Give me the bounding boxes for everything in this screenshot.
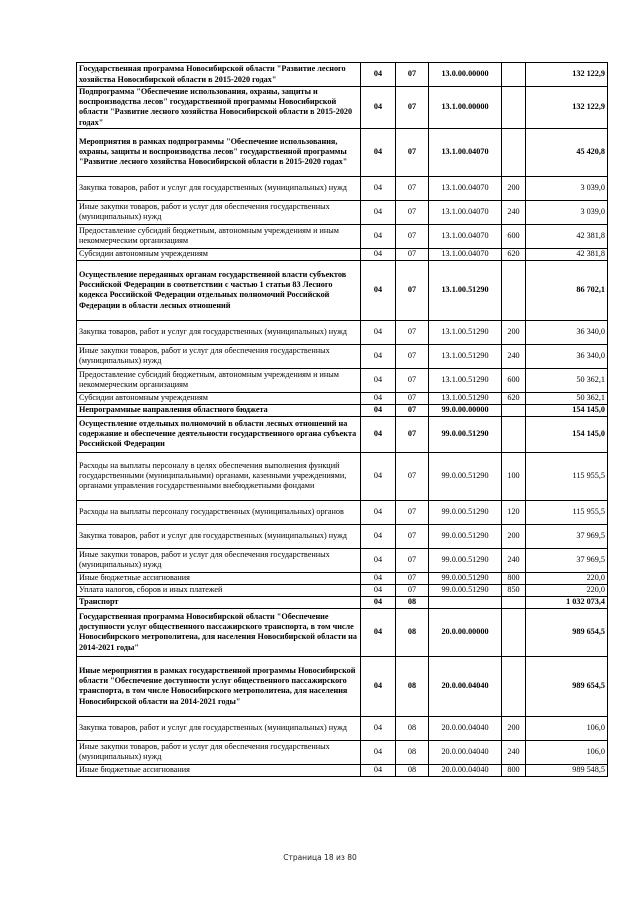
cell-name: Непрограммные направления областного бюджета bbox=[77, 404, 361, 416]
cell-amount: 989 654,5 bbox=[526, 656, 608, 716]
cell-expense-type: 240 bbox=[502, 200, 526, 224]
cell-expense-type bbox=[502, 596, 526, 608]
cell-subsection: 07 bbox=[396, 224, 429, 248]
cell-subsection: 08 bbox=[396, 656, 429, 716]
cell-amount: 154 145,0 bbox=[526, 404, 608, 416]
cell-name: Подпрограмма "Обеспечение использования, охраны, защиты и воспроизводства лесов" государственной программы Новосибирской области "Развитие лесного хозяйства Новосибирской области в 2015-2020 годах" bbox=[77, 87, 361, 129]
cell-amount: 1 032 073,4 bbox=[526, 596, 608, 608]
cell-target-article: 13.1.00.04070 bbox=[429, 224, 502, 248]
cell-section: 04 bbox=[361, 320, 396, 344]
cell-target-article: 99.0.00.51290 bbox=[429, 524, 502, 548]
cell-amount: 36 340,0 bbox=[526, 320, 608, 344]
cell-amount: 220,0 bbox=[526, 572, 608, 584]
cell-target-article: 13.1.00.51290 bbox=[429, 344, 502, 368]
cell-target-article: 99.0.00.51290 bbox=[429, 572, 502, 584]
cell-expense-type: 200 bbox=[502, 524, 526, 548]
cell-section: 04 bbox=[361, 740, 396, 764]
table-row bbox=[77, 416, 608, 452]
cell-amount: 106,0 bbox=[526, 716, 608, 740]
cell-amount: 45 420,8 bbox=[526, 128, 608, 176]
budget-table-body bbox=[77, 63, 608, 777]
cell-subsection: 07 bbox=[396, 404, 429, 416]
cell-section: 04 bbox=[361, 524, 396, 548]
cell-name: Иные закупки товаров, работ и услуг для обеспечения государственных (муниципальных) нужд bbox=[77, 344, 361, 368]
cell-name: Транспорт bbox=[77, 596, 361, 608]
table-row bbox=[77, 176, 608, 200]
cell-target-article: 99.0.00.51290 bbox=[429, 548, 502, 572]
cell-target-article: 13.0.00.00000 bbox=[429, 63, 502, 87]
cell-amount: 50 362,1 bbox=[526, 368, 608, 392]
cell-amount: 37 969,5 bbox=[526, 548, 608, 572]
cell-expense-type bbox=[502, 128, 526, 176]
table-row bbox=[77, 248, 608, 260]
cell-section: 04 bbox=[361, 128, 396, 176]
table-row bbox=[77, 320, 608, 344]
cell-section: 04 bbox=[361, 584, 396, 596]
cell-section: 04 bbox=[361, 87, 396, 129]
cell-name: Иные закупки товаров, работ и услуг для обеспечения государственных (муниципальных) нужд bbox=[77, 740, 361, 764]
cell-target-article: 13.1.00.04070 bbox=[429, 248, 502, 260]
cell-section: 04 bbox=[361, 548, 396, 572]
cell-name: Иные закупки товаров, работ и услуг для обеспечения государственных (муниципальных) нужд bbox=[77, 548, 361, 572]
table-row bbox=[77, 392, 608, 404]
cell-expense-type bbox=[502, 404, 526, 416]
table-row bbox=[77, 87, 608, 129]
cell-target-article: 99.0.00.51290 bbox=[429, 416, 502, 452]
cell-subsection: 07 bbox=[396, 128, 429, 176]
cell-amount: 154 145,0 bbox=[526, 416, 608, 452]
table-row bbox=[77, 260, 608, 320]
cell-subsection: 07 bbox=[396, 452, 429, 500]
cell-target-article: 20.0.00.04040 bbox=[429, 716, 502, 740]
cell-name: Государственная программа Новосибирской области "Развитие лесного хозяйства Новосибирской области в 2015-2020 годах" bbox=[77, 63, 361, 87]
table-row bbox=[77, 368, 608, 392]
table-row bbox=[77, 344, 608, 368]
cell-expense-type: 200 bbox=[502, 716, 526, 740]
cell-expense-type: 600 bbox=[502, 368, 526, 392]
cell-name: Закупка товаров, работ и услуг для государственных (муниципальных) нужд bbox=[77, 176, 361, 200]
cell-target-article: 99.0.00.51290 bbox=[429, 500, 502, 524]
cell-name: Предоставление субсидий бюджетным, автономным учреждениям и иным некоммерческим организациям bbox=[77, 224, 361, 248]
cell-target-article: 13.1.00.04070 bbox=[429, 200, 502, 224]
cell-subsection: 07 bbox=[396, 584, 429, 596]
cell-target-article: 13.1.00.04070 bbox=[429, 128, 502, 176]
cell-section: 04 bbox=[361, 452, 396, 500]
cell-section: 04 bbox=[361, 248, 396, 260]
cell-expense-type: 120 bbox=[502, 500, 526, 524]
cell-expense-type: 240 bbox=[502, 548, 526, 572]
cell-amount: 42 381,8 bbox=[526, 224, 608, 248]
cell-subsection: 07 bbox=[396, 524, 429, 548]
cell-amount: 220,0 bbox=[526, 584, 608, 596]
cell-section: 04 bbox=[361, 416, 396, 452]
cell-section: 04 bbox=[361, 368, 396, 392]
cell-target-article: 13.1.00.51290 bbox=[429, 368, 502, 392]
cell-section: 04 bbox=[361, 596, 396, 608]
cell-amount: 86 702,1 bbox=[526, 260, 608, 320]
cell-subsection: 07 bbox=[396, 416, 429, 452]
cell-name: Иные бюджетные ассигнования bbox=[77, 764, 361, 776]
table-row bbox=[77, 224, 608, 248]
table-row bbox=[77, 404, 608, 416]
cell-expense-type: 200 bbox=[502, 176, 526, 200]
cell-subsection: 07 bbox=[396, 344, 429, 368]
cell-section: 04 bbox=[361, 344, 396, 368]
cell-name: Субсидии автономным учреждениям bbox=[77, 392, 361, 404]
cell-expense-type: 600 bbox=[502, 224, 526, 248]
cell-subsection: 07 bbox=[396, 572, 429, 584]
cell-amount: 132 122,9 bbox=[526, 63, 608, 87]
table-row bbox=[77, 524, 608, 548]
cell-subsection: 07 bbox=[396, 63, 429, 87]
table-row bbox=[77, 548, 608, 572]
cell-expense-type bbox=[502, 260, 526, 320]
cell-subsection: 08 bbox=[396, 596, 429, 608]
cell-target-article: 20.0.00.04040 bbox=[429, 740, 502, 764]
cell-name: Расходы на выплаты персоналу государственных (муниципальных) органов bbox=[77, 500, 361, 524]
cell-subsection: 07 bbox=[396, 260, 429, 320]
table-row bbox=[77, 128, 608, 176]
cell-subsection: 07 bbox=[396, 87, 429, 129]
cell-name: Осуществление отдельных полномочий в области лесных отношений на содержание и обеспечение деятельности государственного органа субъекта Российской Федерации bbox=[77, 416, 361, 452]
cell-amount: 50 362,1 bbox=[526, 392, 608, 404]
cell-amount: 115 955,5 bbox=[526, 452, 608, 500]
cell-subsection: 07 bbox=[396, 320, 429, 344]
cell-name: Субсидии автономным учреждениям bbox=[77, 248, 361, 260]
cell-amount: 132 122,9 bbox=[526, 87, 608, 129]
cell-name: Закупка товаров, работ и услуг для государственных (муниципальных) нужд bbox=[77, 524, 361, 548]
cell-name: Иные закупки товаров, работ и услуг для обеспечения государственных (муниципальных) нужд bbox=[77, 200, 361, 224]
cell-section: 04 bbox=[361, 404, 396, 416]
cell-target-article: 20.0.00.04040 bbox=[429, 656, 502, 716]
table-row bbox=[77, 200, 608, 224]
cell-section: 04 bbox=[361, 260, 396, 320]
cell-target-article: 13.1.00.04070 bbox=[429, 176, 502, 200]
cell-subsection: 07 bbox=[396, 176, 429, 200]
cell-expense-type bbox=[502, 656, 526, 716]
cell-section: 04 bbox=[361, 63, 396, 87]
cell-expense-type bbox=[502, 63, 526, 87]
cell-expense-type: 240 bbox=[502, 344, 526, 368]
cell-expense-type: 240 bbox=[502, 740, 526, 764]
cell-amount: 37 969,5 bbox=[526, 524, 608, 548]
cell-amount: 106,0 bbox=[526, 740, 608, 764]
cell-expense-type bbox=[502, 416, 526, 452]
cell-name: Расходы на выплаты персоналу в целях обеспечения выполнения функций государственными (муниципальными) органами, казенными учреждениями, органами управления государственными внебюджетными фондами bbox=[77, 452, 361, 500]
cell-section: 04 bbox=[361, 656, 396, 716]
table-row bbox=[77, 584, 608, 596]
table-row bbox=[77, 500, 608, 524]
cell-target-article: 13.1.00.00000 bbox=[429, 87, 502, 129]
cell-expense-type bbox=[502, 608, 526, 656]
budget-table bbox=[76, 62, 608, 777]
cell-section: 04 bbox=[361, 500, 396, 524]
cell-expense-type: 620 bbox=[502, 392, 526, 404]
table-row bbox=[77, 608, 608, 656]
table-row bbox=[77, 656, 608, 716]
cell-name: Государственная программа Новосибирской области "Обеспечение доступности услуг общественного пассажирского транспорта, в том числе Новосибирского метрополитена, для населения Новосибирской области на 2014-2021 годы" bbox=[77, 608, 361, 656]
cell-name: Предоставление субсидий бюджетным, автономным учреждениям и иным некоммерческим организациям bbox=[77, 368, 361, 392]
cell-name: Осуществление переданных органам государственной власти субъектов Российской Федерации в соответствии с частью 1 статьи 83 Лесного кодекса Российской Федерации отдельных полномочий Российской Федерации в области лесных отношений bbox=[77, 260, 361, 320]
cell-amount: 3 039,0 bbox=[526, 200, 608, 224]
table-row bbox=[77, 63, 608, 87]
table-row bbox=[77, 740, 608, 764]
cell-name: Уплата налогов, сборов и иных платежей bbox=[77, 584, 361, 596]
cell-subsection: 08 bbox=[396, 764, 429, 776]
cell-expense-type: 200 bbox=[502, 320, 526, 344]
cell-target-article: 20.0.00.04040 bbox=[429, 764, 502, 776]
cell-expense-type: 800 bbox=[502, 572, 526, 584]
cell-subsection: 07 bbox=[396, 500, 429, 524]
cell-amount: 3 039,0 bbox=[526, 176, 608, 200]
cell-target-article: 13.1.00.51290 bbox=[429, 320, 502, 344]
cell-target-article: 99.0.00.51290 bbox=[429, 452, 502, 500]
cell-section: 04 bbox=[361, 176, 396, 200]
cell-section: 04 bbox=[361, 572, 396, 584]
cell-target-article bbox=[429, 596, 502, 608]
cell-target-article: 99.0.00.00000 bbox=[429, 404, 502, 416]
cell-amount: 115 955,5 bbox=[526, 500, 608, 524]
table-row bbox=[77, 596, 608, 608]
table-row bbox=[77, 572, 608, 584]
cell-section: 04 bbox=[361, 608, 396, 656]
cell-name: Иные бюджетные ассигнования bbox=[77, 572, 361, 584]
cell-expense-type: 620 bbox=[502, 248, 526, 260]
cell-section: 04 bbox=[361, 200, 396, 224]
cell-target-article: 13.1.00.51290 bbox=[429, 260, 502, 320]
cell-expense-type: 800 bbox=[502, 764, 526, 776]
cell-name: Иные мероприятия в рамках государственной программы Новосибирской области "Обеспечение доступности услуг общественного пассажирского транспорта, в том числе Новосибирского метрополитена, для населения Новосибирской области на 2014-2021 годы" bbox=[77, 656, 361, 716]
cell-section: 04 bbox=[361, 764, 396, 776]
cell-expense-type bbox=[502, 87, 526, 129]
cell-subsection: 07 bbox=[396, 548, 429, 572]
cell-amount: 42 381,8 bbox=[526, 248, 608, 260]
table-row bbox=[77, 716, 608, 740]
cell-target-article: 20.0.00.00000 bbox=[429, 608, 502, 656]
cell-expense-type: 100 bbox=[502, 452, 526, 500]
cell-subsection: 07 bbox=[396, 200, 429, 224]
cell-name: Мероприятия в рамках подпрограммы "Обеспечение использования, охраны, защиты и воспроизводства лесов" государственной программы "Развитие лесного хозяйства Новосибирской области в 2015-2020 годах" bbox=[77, 128, 361, 176]
cell-name: Закупка товаров, работ и услуг для государственных (муниципальных) нужд bbox=[77, 716, 361, 740]
cell-subsection: 07 bbox=[396, 392, 429, 404]
cell-target-article: 99.0.00.51290 bbox=[429, 584, 502, 596]
cell-section: 04 bbox=[361, 224, 396, 248]
cell-amount: 36 340,0 bbox=[526, 344, 608, 368]
cell-section: 04 bbox=[361, 392, 396, 404]
page-number: Страница 18 из 80 bbox=[283, 853, 357, 862]
cell-amount: 989 548,5 bbox=[526, 764, 608, 776]
table-row bbox=[77, 764, 608, 776]
cell-subsection: 07 bbox=[396, 368, 429, 392]
cell-amount: 989 654,5 bbox=[526, 608, 608, 656]
cell-target-article: 13.1.00.51290 bbox=[429, 392, 502, 404]
table-row bbox=[77, 452, 608, 500]
cell-subsection: 08 bbox=[396, 716, 429, 740]
cell-name: Закупка товаров, работ и услуг для государственных (муниципальных) нужд bbox=[77, 320, 361, 344]
cell-section: 04 bbox=[361, 716, 396, 740]
cell-subsection: 08 bbox=[396, 740, 429, 764]
cell-expense-type: 850 bbox=[502, 584, 526, 596]
cell-subsection: 08 bbox=[396, 608, 429, 656]
cell-subsection: 07 bbox=[396, 248, 429, 260]
